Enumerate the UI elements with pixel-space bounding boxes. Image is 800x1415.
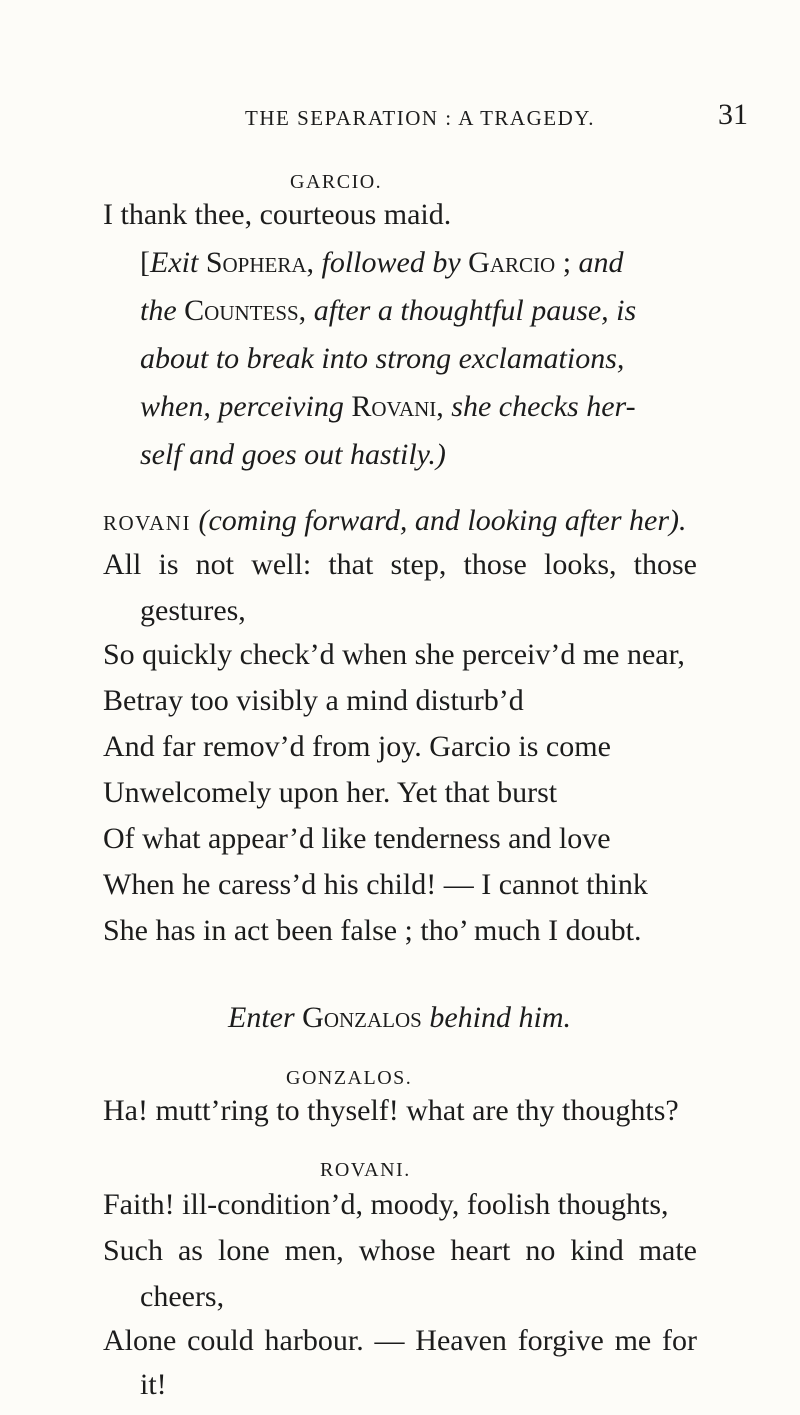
verse-line: gestures, [140,594,246,627]
verse-line: When he caress’d his child! — I cannot think [103,868,648,901]
speaker-line [103,506,686,536]
stage-words-exclamations: about to break into strong exclamations, [140,342,625,375]
page-number: 31 [718,98,748,131]
verse-line: it! [140,1368,167,1401]
stage-direction-line [140,440,446,470]
stage-words-pause: after a thoughtful pause, is [313,294,637,327]
character-sophera: Sophera, [205,246,315,279]
stage-direction-inline: (coming forward, and looking after her). [198,504,687,537]
verse-line: cheers, [140,1280,225,1313]
semicolon: ; [555,246,579,279]
stage-direction-line [228,1003,571,1033]
running-title: THE SEPARATION : A TRAGEDY. [245,106,595,130]
verse-line: So quickly check’d when she perceiv’d me near, [103,638,685,671]
character-rovani: Rovani, [351,390,444,423]
verse-line: Of what appear’d like tenderness and love [103,822,611,855]
verse-line: She has in act been false ; tho’ much I doubt. [103,914,642,947]
stage-words-perceiving: when, perceiving [140,390,344,423]
stage-words-behind: behind him. [429,1001,571,1034]
speaker-garcio: GARCIO. [290,171,383,193]
verse-line: Alone could harbour. — Heaven forgive me for [103,1324,697,1357]
verse-line: Unwelcomely upon her. Yet that burst [103,776,558,809]
verse-line: All is not well: that step, those looks, those [103,548,697,581]
verse-line: Ha! mutt’ring to thyself! what are thy thoughts? [103,1094,679,1127]
stage-direction-line [140,248,624,278]
stage-word-and: and [578,246,624,279]
speaker-rovani: ROVANI [103,511,191,535]
character-countess: Countess, [184,294,307,327]
stage-word-the: the [140,294,177,327]
verse-line: I thank thee, courteous maid. [103,198,452,231]
stage-word-enter: Enter [228,1001,295,1034]
character-gonzalos: Gonzalos [302,1001,422,1034]
stage-direction-line [140,296,636,326]
verse-line: And far remov’d from joy. Garcio is come [103,730,611,763]
verse-line: Faith! ill-condition’d, moody, foolish thoughts, [103,1188,669,1221]
speaker-rovani: ROVANI. [320,1159,411,1181]
stage-words-followed: followed by [321,246,461,279]
stage-words-hastily: self and goes out hastily.) [140,438,446,471]
bracket: [ [140,246,150,279]
character-garcio: Garcio [468,246,556,279]
stage-direction-line [140,344,624,374]
stage-word-exit: Exit [150,246,199,279]
speaker-gonzalos: GONZALOS. [286,1067,413,1089]
stage-words-checks: she checks her- [451,390,636,423]
stage-direction-line [140,392,636,422]
verse-line: Betray too visibly a mind disturb’d [103,684,524,717]
verse-line: Such as lone men, whose heart no kind mate [103,1234,697,1267]
